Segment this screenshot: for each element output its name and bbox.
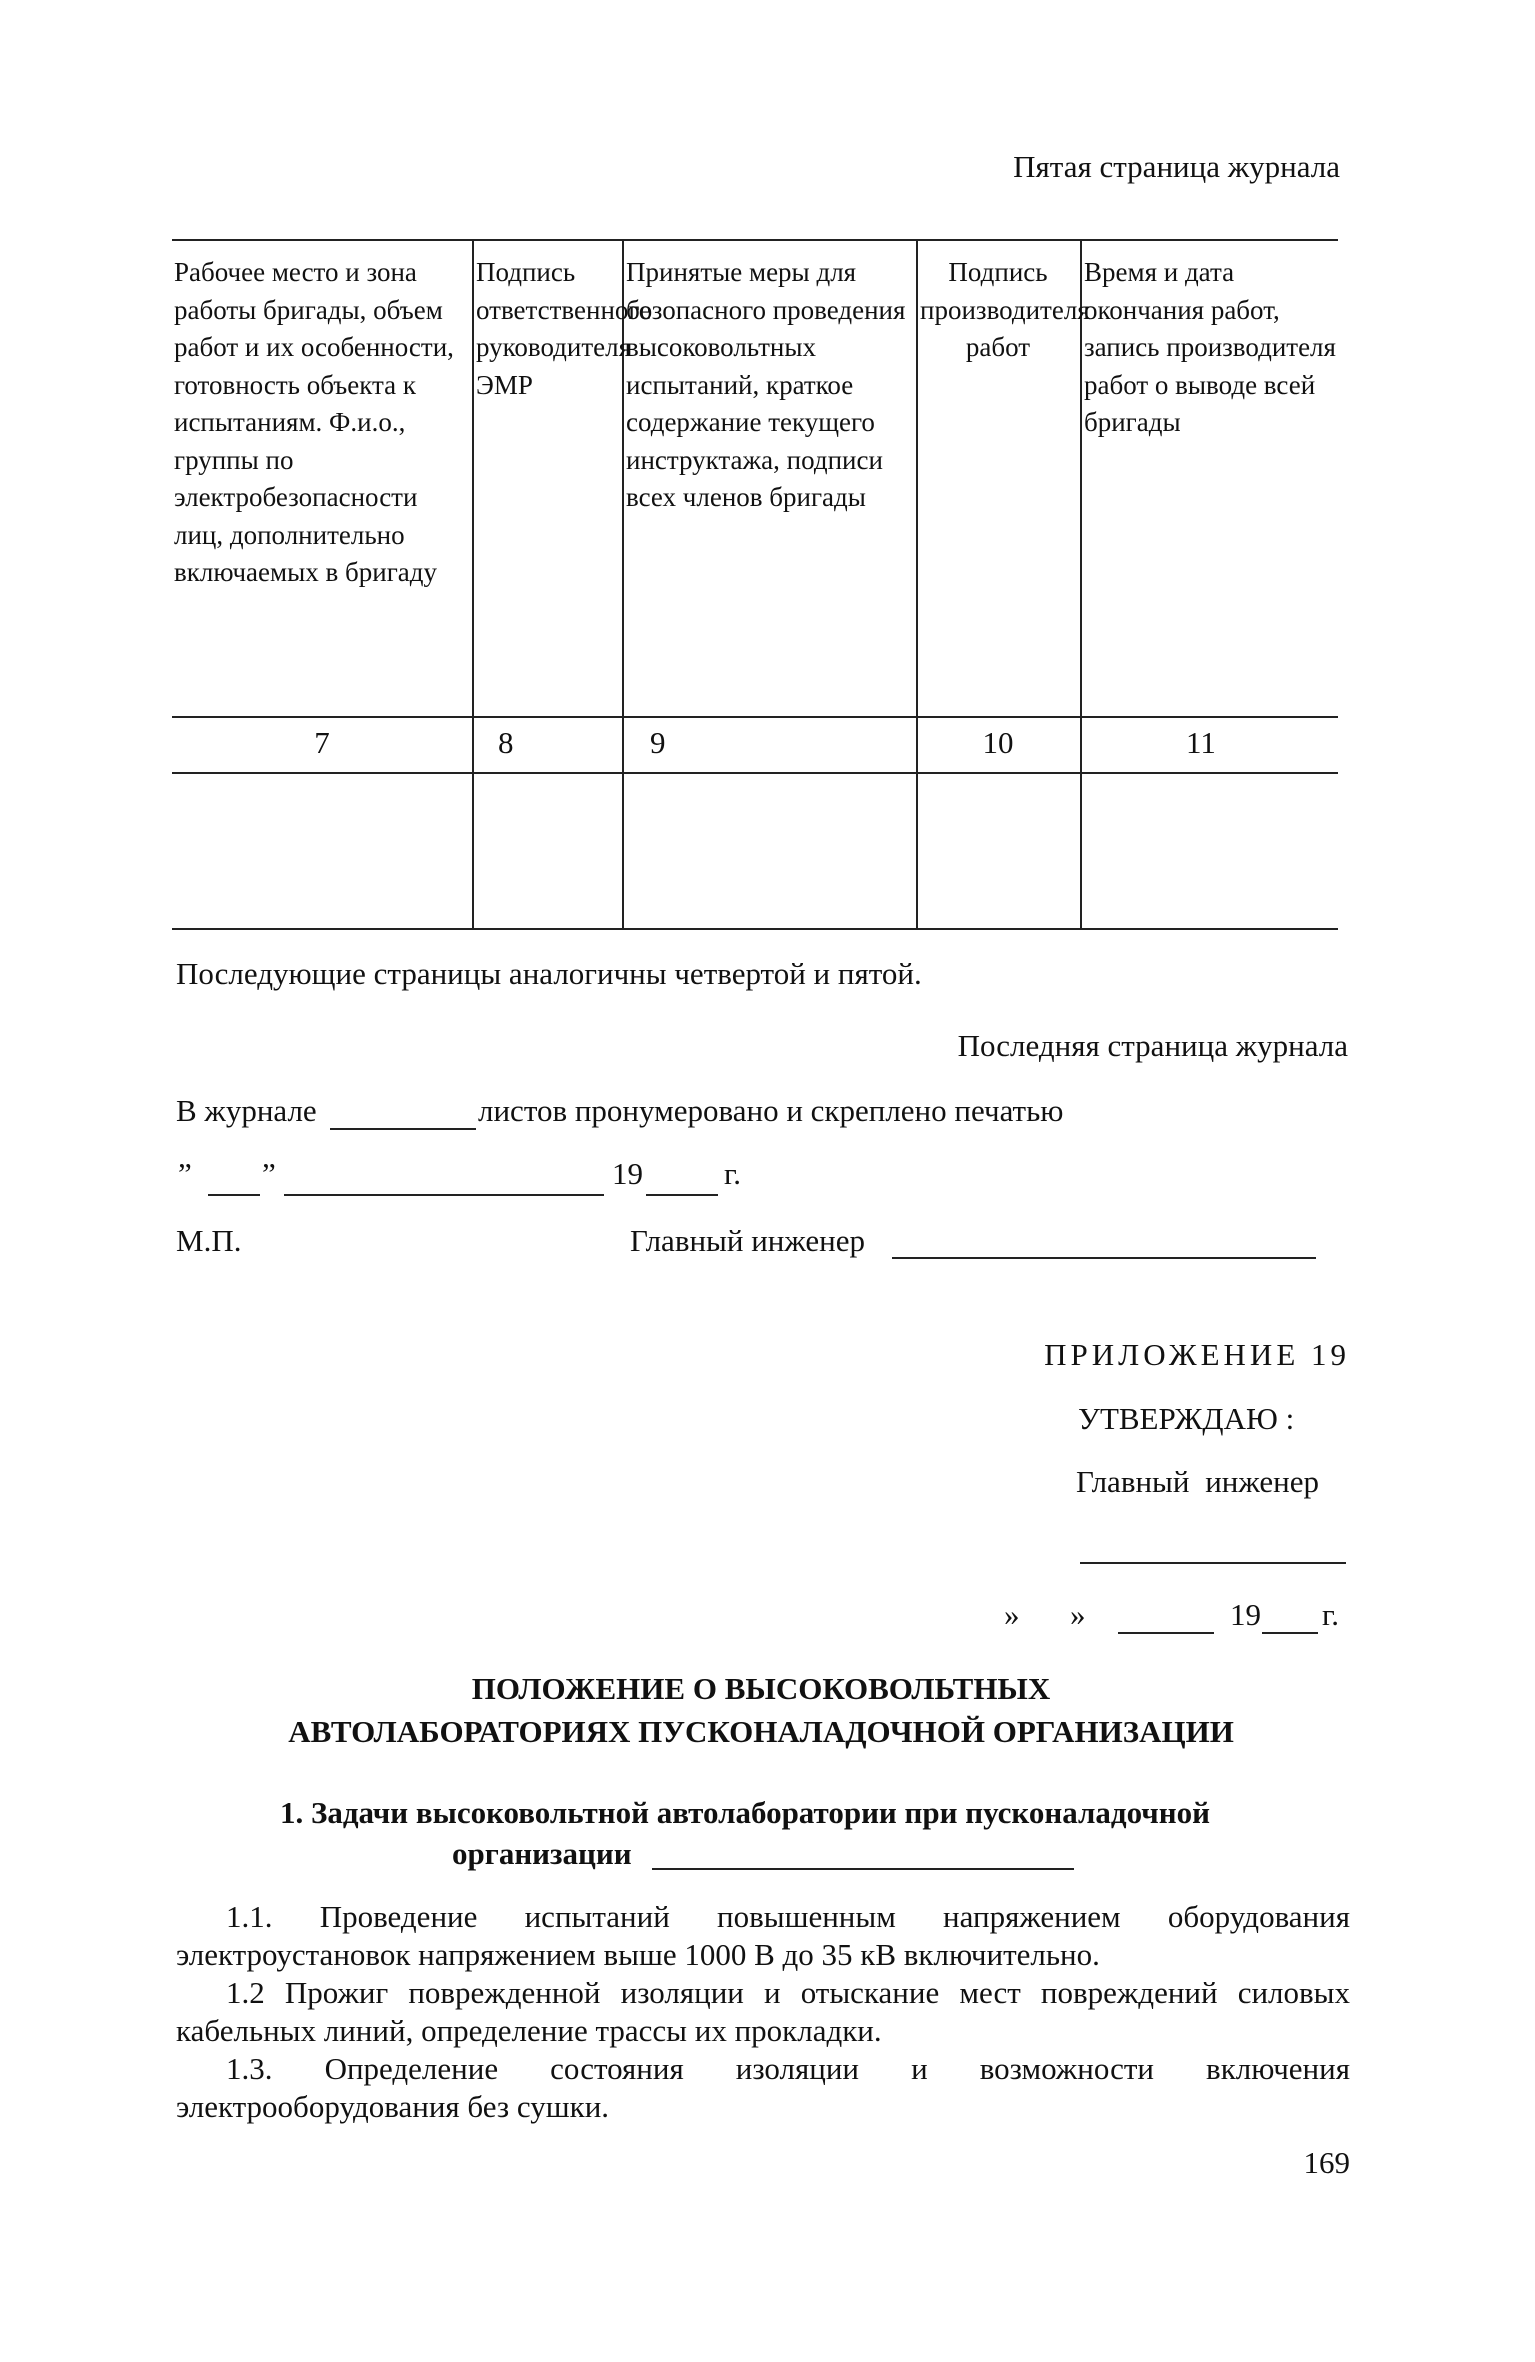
sheet-count-line: [330, 1128, 476, 1130]
doc-title-line2: АВТОЛАБОРАТОРИЯХ ПУСКОНАЛАДОЧНОЙ ОРГАНИЗАЦИИ: [288, 1714, 1234, 1749]
item-1-1: 1.1. Проведение испытаний повышенным напряжением оборудования электроустановок напряжением выше 1000 В до 35 кВ включительно.: [176, 1899, 1350, 1972]
quote-close: ”: [262, 1156, 276, 1191]
year-suffix: г.: [724, 1156, 741, 1191]
table-header-cell: Время и дата окончания работ, запись производителя работ о выводе всей бригады: [1084, 257, 1336, 437]
last-page-title: Последняя страница журнала: [957, 1028, 1348, 1063]
appendix-label: ПРИЛОЖЕНИЕ 19: [1044, 1337, 1350, 1372]
table-header-cell: Подпись производителя работ: [920, 257, 1090, 362]
table-header-rule: [172, 716, 1338, 718]
note-text: Последующие страницы аналогичны четвертой и пятой.: [176, 956, 922, 991]
year-prefix: 19: [612, 1156, 643, 1191]
appendix-signature-line: [1080, 1562, 1346, 1564]
table-header-cell: Принятые меры для безопасного проведения высоковольтных испытаний, краткое содержание текущего инструктажа, подписи всех членов бригады: [626, 257, 906, 512]
table-col-divider: [916, 239, 918, 928]
section-heading-underline: [652, 1868, 1074, 1870]
doc-title-line1: ПОЛОЖЕНИЕ О ВЫСОКОВОЛЬТНЫХ: [471, 1671, 1051, 1706]
item-1-2: 1.2 Прожиг поврежденной изоляции и отыскание мест повреждений силовых кабельных линий, определение трассы их прокладки.: [176, 1975, 1350, 2048]
section-heading-line2: организации: [452, 1836, 632, 1871]
table-bottom-rule: [172, 928, 1338, 930]
table-number-rule: [172, 772, 1338, 774]
appendix-year-line: [1262, 1632, 1318, 1634]
appendix-quote-open: »: [1004, 1597, 1020, 1632]
column-number: 7: [314, 725, 330, 760]
signature-line: [892, 1257, 1316, 1259]
month-line: [284, 1194, 604, 1196]
running-title: Пятая страница журнала: [1013, 149, 1340, 184]
page-number: 169: [1303, 2145, 1350, 2180]
column-number: 10: [982, 725, 1014, 760]
approve-label: УТВЕРЖДАЮ :: [1078, 1401, 1295, 1436]
journal-prefix: В журнале: [176, 1093, 317, 1128]
table-top-rule: [172, 239, 1338, 241]
column-number: 8: [498, 725, 514, 760]
appendix-month-line: [1118, 1632, 1214, 1634]
column-number: 9: [650, 725, 666, 760]
chief-engineer-label: Главный инженер: [630, 1223, 866, 1258]
table-col-divider: [472, 239, 474, 928]
stamp-label: М.П.: [176, 1223, 242, 1258]
item-1-3: 1.3. Определение состояния изоляции и возможности включения электрооборудования без сушки.: [176, 2051, 1350, 2124]
journal-suffix: листов пронумеровано и скреплено печатью: [478, 1093, 1064, 1128]
quote-open: ”: [178, 1156, 192, 1191]
appendix-chief-engineer: Главный инженер: [1076, 1464, 1320, 1499]
day-line: [208, 1194, 260, 1196]
appendix-year-prefix: 19: [1230, 1597, 1261, 1632]
section-heading-line1: 1. Задачи высоковольтной автолаборатории при пусконаладочной: [280, 1795, 1210, 1830]
column-number: 11: [1186, 725, 1216, 760]
table-header-cell: Подпись ответственного руководителя ЭМР: [476, 257, 653, 400]
table-col-divider: [1080, 239, 1082, 928]
appendix-quote-close: »: [1070, 1597, 1086, 1632]
appendix-year-suffix: г.: [1322, 1597, 1339, 1632]
table-header-cell: Рабочее место и зона работы бригады, объем работ и их особенности, готовность объекта к испытаниям. Ф.и.о., группы по электробезопасности лиц, дополнительно включаемых в бригаду: [174, 257, 454, 587]
year-line: [646, 1194, 718, 1196]
